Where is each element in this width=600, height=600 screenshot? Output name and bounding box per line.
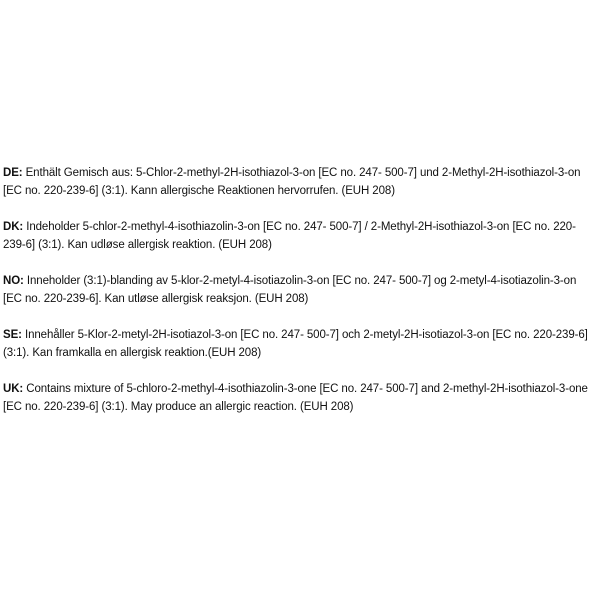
- hazard-statements: [3, 164, 593, 434]
- statement-text: Enthält Gemisch aus: 5-Chlor-2-methyl-2H-isothiazol-3-on [EC no. 247- 500-7] und 2-Methyl-2H-isothiazol-3-on [EC no. 220-239-6] (3:1). Kann allergische Reaktionen hervorrufen. (EUH 208): [3, 167, 581, 197]
- language-code: DK:: [3, 221, 24, 233]
- language-code: NO:: [3, 275, 24, 287]
- statement-text: Innehåller 5-Klor-2-metyl-2H-isotiazol-3-on [EC no. 247- 500-7] och 2-metyl-2H-isotiazol-3-on [EC no. 220-239-6] (3:1). Kan framkalla en allergisk reaktion.(EUH 208): [3, 329, 588, 359]
- statement-se: [3, 326, 593, 362]
- statement-text: Indeholder 5-chlor-2-methyl-4-isothiazolin-3-on [EC no. 247- 500-7] / 2-Methyl-2H-isothiazol-3-on [EC no. 220-239-6] (3:1). Kan udløse allergisk reaktion. (EUH 208): [3, 221, 576, 251]
- statement-text: Inneholder (3:1)-blanding av 5-klor-2-metyl-4-isotiazolin-3-on [EC no. 247- 500-7] og 2-metyl-4-isotiazolin-3-on [EC no. 220-239-6]. Kan utløse allergisk reaksjon. (EUH 208): [3, 275, 577, 305]
- statement-uk: [3, 380, 593, 416]
- language-code: DE:: [3, 167, 23, 179]
- statement-de: [3, 164, 593, 200]
- language-code: UK:: [3, 383, 24, 395]
- statement-text: Contains mixture of 5-chloro-2-methyl-4-isothiazolin-3-one [EC no. 247- 500-7] and 2-methyl-2H-isothiazol-3-one [EC no. 220-239-6] (3:1). May produce an allergic reaction. (EUH 208): [3, 383, 588, 413]
- statement-dk: [3, 218, 593, 254]
- language-code: SE:: [3, 329, 22, 341]
- statement-no: [3, 272, 593, 308]
